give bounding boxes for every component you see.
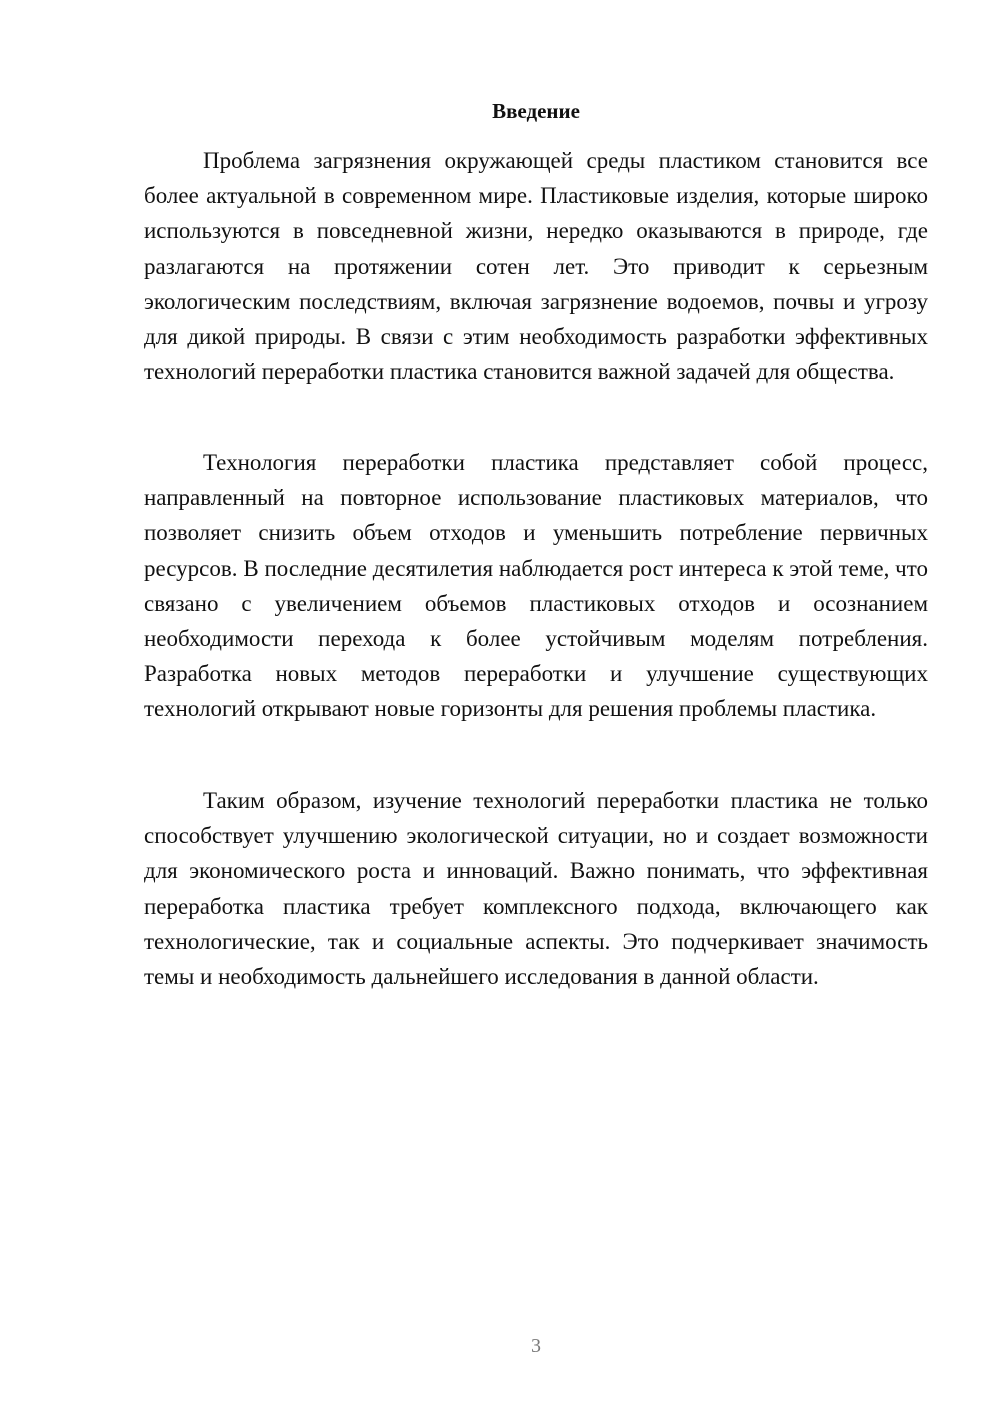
paragraph-introduction-2: Технология переработки пластика представляет собой процесс, направленный на повторное использование пластиковых материалов, что позволяет снизить объем отходов и уменьшить потребление первичных ресурсов. В последние десятилетия наблюдается рост интереса к этой теме, что связано с увеличением объемов пластиковых отходов и осознанием необходимости перехода к более устойчивым моделям потребления. Разработка новых методов переработки и улучшение существующих технологий открывают новые горизонты для решения проблемы пластика.: [144, 450, 928, 722]
paragraph-introduction-1: Проблема загрязнения окружающей среды пластиком становится все более актуальной в современном мире. Пластиковые изделия, которые широко используются в повседневной жизни, нередко оказываются в природе, где разлагаются на протяжении сотен лет. Это приводит к серьезным экологическим последствиям, включая загрязнение водоемов, почвы и угрозу для дикой природы. В связи с этим необходимость разработки эффективных технологий переработки пластика становится важной задачей для общества.: [144, 148, 928, 385]
page-number: 3: [531, 1335, 541, 1357]
section-title: Введение: [492, 99, 580, 123]
paragraph-introduction-3: Таким образом, изучение технологий переработки пластика не только способствует улучшению экологической ситуации, но и создает возможности для экономического роста и инноваций. Важно понимать, что эффективная переработка пластика требует комплексного подхода, включающего как технологические, так и социальные аспекты. Это подчеркивает значимость темы и необходимость дальнейшего исследования в данной области.: [144, 788, 928, 990]
